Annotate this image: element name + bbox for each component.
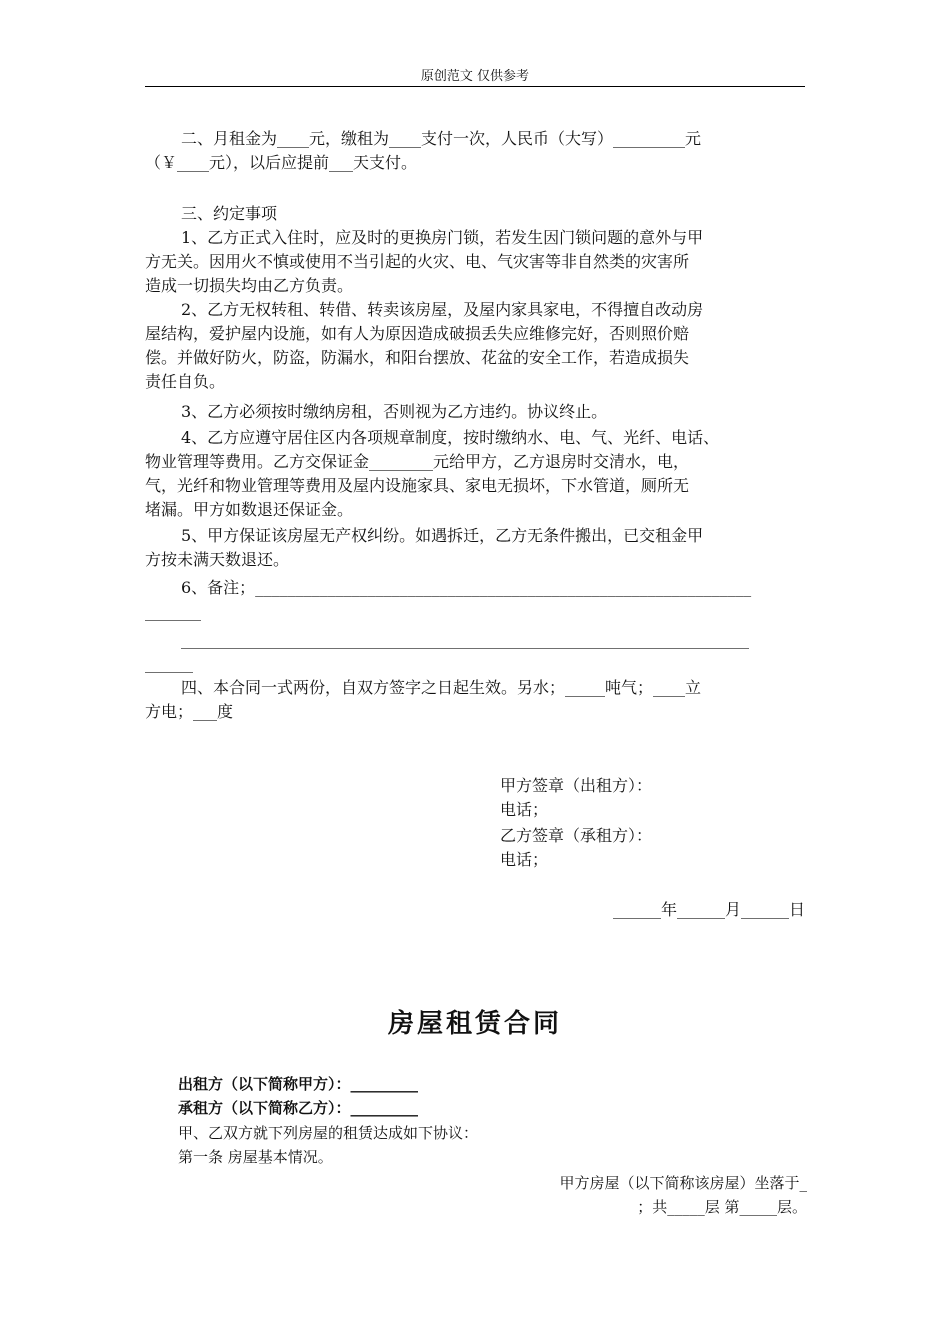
item-2-line: 偿。并做好防火，防盗，防漏水，和阳台摆放、花盆的安全工作，若造成损失 [145, 348, 690, 367]
item-1-line: 方无关。因用火不慎或使用不当引起的火灾、电、气灾害等非自然类的灾害所 [145, 252, 690, 271]
party-b-phone: 电话； [500, 850, 549, 869]
item-5-line: 方按未满天数退还。 [145, 550, 290, 569]
item-1-line: 1、乙方正式入住时，应及时的更换房门锁，若发生因门锁问题的意外与甲 [181, 228, 704, 247]
item-5-line: 5、甲方保证该房屋无产权纠纷。如遇拆迁，乙方无条件搬出，已交租金甲 [181, 526, 704, 545]
property-location-line-1: 甲方房屋（以下简称该房屋）坐落于_ [559, 1174, 807, 1192]
item-6-remarks: ______ [145, 654, 193, 673]
item-2-line: 责任自负。 [145, 372, 226, 391]
page-header: 原创范文 仅供参考 [145, 68, 805, 87]
section-3-title: 三、约定事项 [181, 204, 278, 223]
item-3-line: 3、乙方必须按时缴纳房租，否则视为乙方违约。协议终止。 [181, 402, 608, 421]
item-4-line: 4、乙方应遵守居住区内各项规章制度，按时缴纳水、电、气、光纤、电话、 [181, 428, 720, 447]
party-b-signature: 乙方签章（承租方）： [500, 826, 653, 845]
article-1-title: 第一条 房屋基本情况。 [178, 1148, 333, 1166]
signing-date: ______年______月______日 [612, 900, 805, 919]
item-6-remarks: _______________________________________________________________________ [181, 630, 749, 649]
party-a-signature: 甲方签章（出租方）： [500, 776, 653, 795]
section-4-line-1: 四、本合同一式两份，自双方签字之日起生效。另水；_____吨气；____立 [181, 678, 702, 697]
section-4-line-2: 方电；___度 [145, 702, 234, 721]
property-location-line-2: ；共_____层 第_____层。 [637, 1198, 807, 1216]
rent-clause-line-1: 二、月租金为____元，缴租为____支付一次，人民币（大写）_________元 [181, 129, 702, 148]
item-6-remarks: 6、备注；______________________________________________________________ [181, 578, 752, 597]
item-1-line: 造成一切损失均由乙方负责。 [145, 276, 354, 295]
agreement-intro: 甲、乙双方就下列房屋的租赁达成如下协议： [178, 1124, 479, 1142]
party-a-phone: 电话； [500, 800, 549, 819]
item-2-line: 2、乙方无权转租、转借、转卖该房屋，及屋内家具家电，不得擅自改动房 [181, 300, 704, 319]
lessor-field: 出租方（以下简称甲方）：_________ [178, 1075, 419, 1093]
item-4-line: 物业管理等费用。乙方交保证金________元给甲方，乙方退房时交清水，电， [145, 452, 690, 471]
item-4-line: 堵漏。甲方如数退还保证金。 [145, 500, 354, 519]
contract-title: 房屋租赁合同 [387, 1009, 562, 1039]
lessee-field: 承租方（以下简称乙方）：_________ [178, 1099, 419, 1117]
rent-clause-line-2: （￥____元），以后应提前___天支付。 [145, 153, 418, 172]
item-2-line: 屋结构，爱护屋内设施，如有人为原因造成破损丢失应维修完好，否则照价赔 [145, 324, 690, 343]
item-4-line: 气，光纤和物业管理等费用及屋内设施家具、家电无损坏，下水管道，厕所无 [145, 476, 690, 495]
item-6-remarks: _______ [145, 602, 201, 621]
